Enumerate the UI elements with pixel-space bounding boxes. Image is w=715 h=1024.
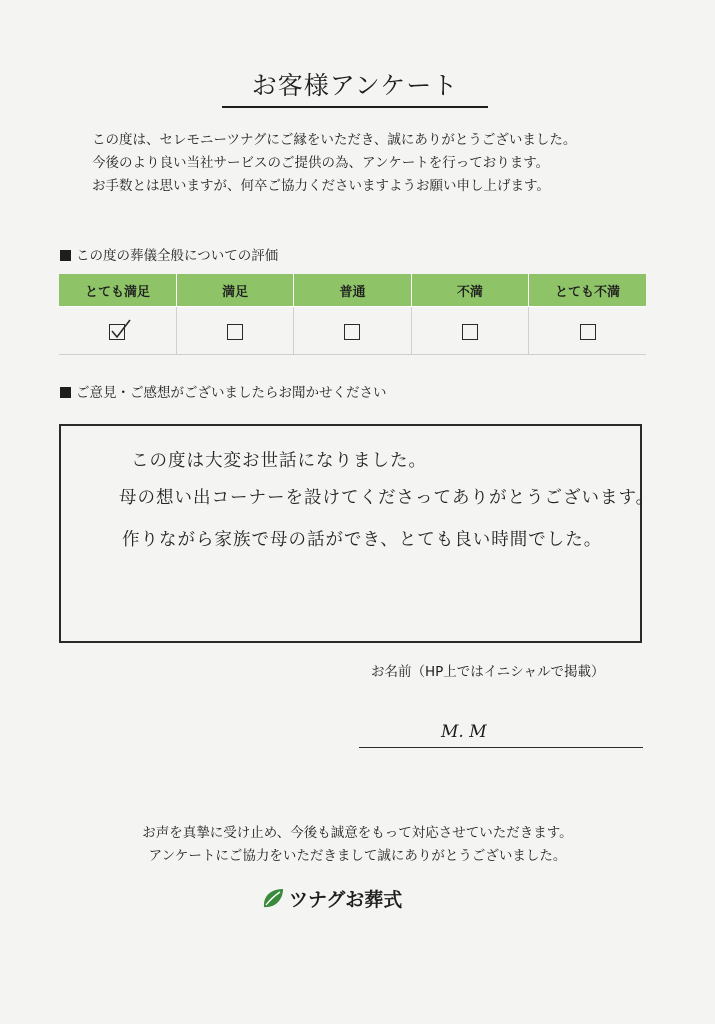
checkmark-icon <box>109 318 131 340</box>
rating-option-label: 満足 <box>176 274 293 307</box>
square-bullet-icon <box>60 387 71 398</box>
comment-box[interactable] <box>59 424 655 643</box>
comment-line: 作りながら家族で母の話ができ、とても良い時間でした。 <box>122 530 603 550</box>
closing-line: アンケートにご協力をいただきまして誠にありがとうございました。 <box>148 848 567 864</box>
intro-text <box>92 129 576 198</box>
name-value: M. M <box>441 722 487 742</box>
intro-line: この度は、セレモニーツナグにご縁をいただき、誠にありがとうございました。 <box>92 132 577 148</box>
name-underline <box>359 747 643 748</box>
rating-checkbox-row <box>59 307 646 355</box>
comment-line: 母の想い出コーナーを設けてくださってありがとうございます。 <box>119 488 655 508</box>
intro-line: 今後のより良い当社サービスのご提供の為、アンケートを行っております。 <box>92 155 550 171</box>
rating-header-row <box>59 274 646 307</box>
checkbox-satisfied[interactable] <box>227 324 243 340</box>
rating-option-label: 不満 <box>411 274 528 307</box>
closing-text <box>0 822 715 868</box>
comment-line: この度は大変お世話になりました。 <box>131 451 427 471</box>
leaf-icon <box>261 886 285 910</box>
name-label: お名前（HP上ではイニシャルで掲載） <box>371 664 605 680</box>
rating-option-label: とても不満 <box>529 274 646 307</box>
checkbox-very-dissatisfied[interactable] <box>580 324 596 340</box>
rating-heading-text: この度の葬儀全般についての評価 <box>76 248 279 264</box>
rating-section-heading <box>60 244 278 264</box>
comment-section-heading <box>60 381 387 401</box>
square-bullet-icon <box>60 250 71 261</box>
logo-text: ツナグお葬式 <box>289 888 403 911</box>
rating-option-label: とても満足 <box>59 274 176 307</box>
checkbox-neutral[interactable] <box>344 324 360 340</box>
company-logo <box>261 885 402 911</box>
comment-heading-text: ご意見・ご感想がございましたらお聞かせください <box>76 385 387 401</box>
checkbox-dissatisfied[interactable] <box>462 324 478 340</box>
rating-table <box>59 274 646 355</box>
intro-line: お手数とは思いますが、何卒ご協力くださいますようお願い申し上げます。 <box>92 178 550 194</box>
checkbox-very-satisfied[interactable] <box>109 324 125 340</box>
rating-option-label: 普通 <box>294 274 411 307</box>
page-title: お客様アンケート <box>222 66 488 108</box>
closing-line: お声を真摯に受け止め、今後も誠意をもって対応させていただきます。 <box>142 825 573 841</box>
